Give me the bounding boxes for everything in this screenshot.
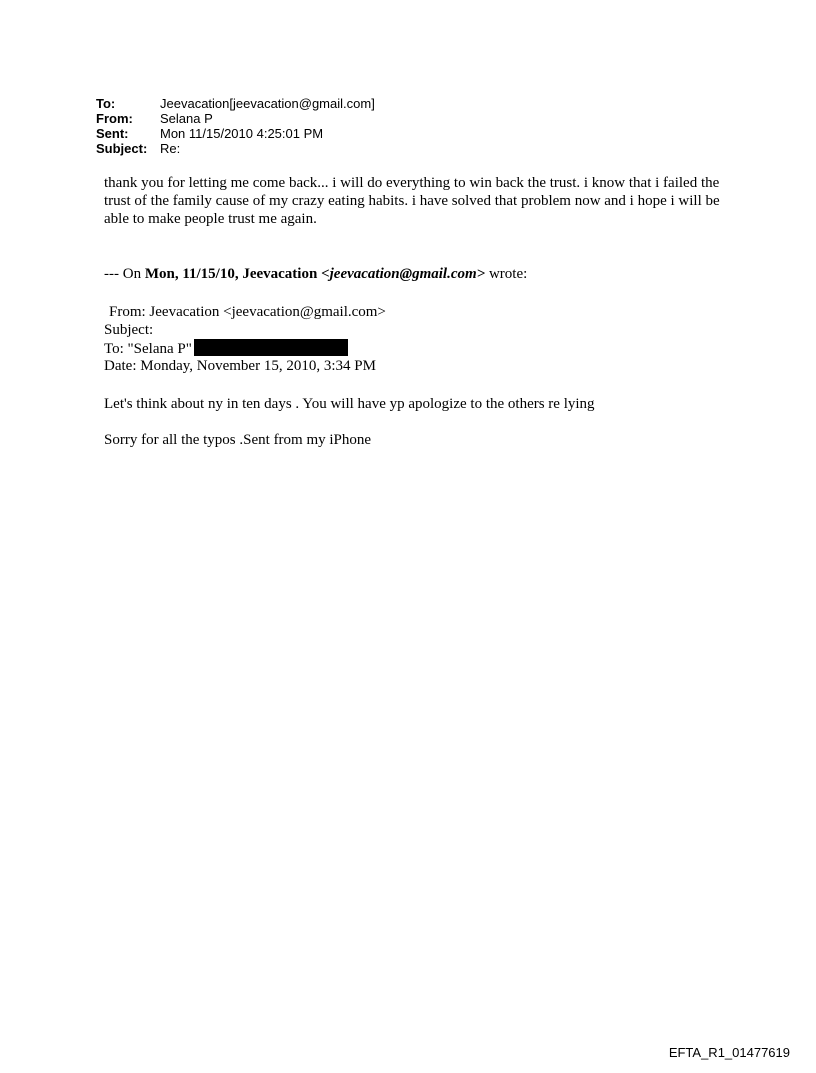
header-subject-row bbox=[96, 141, 375, 156]
quoted-from: From: Jeevacation <jeevacation@gmail.com> bbox=[109, 304, 386, 320]
quoted-signature: Sorry for all the typos .Sent from my iPhone bbox=[104, 432, 372, 448]
header-to-row bbox=[96, 96, 375, 111]
header-from-row bbox=[96, 111, 375, 126]
from-label: From: bbox=[96, 111, 133, 126]
subject-label: Subject: bbox=[96, 141, 148, 156]
quote-date: Mon, 11/15/10, Jeevacation bbox=[144, 266, 318, 282]
document-id: EFTA_R1_01477619 bbox=[668, 1045, 790, 1060]
quoted-message: Let's think about ny in ten days . You will have yp apologize to the others re lying bbox=[104, 396, 595, 412]
to-label: To: bbox=[96, 96, 116, 111]
sent-value: Mon 11/15/2010 4:25:01 PM bbox=[160, 126, 324, 141]
quote-attribution bbox=[104, 265, 744, 283]
email-header bbox=[96, 96, 375, 156]
quoted-header bbox=[104, 303, 744, 375]
redaction-box bbox=[194, 339, 348, 356]
quote-address: <jeevacation@gmail.com> bbox=[321, 266, 486, 282]
sent-label: Sent: bbox=[96, 126, 129, 141]
to-value: Jeevacation[jeevacation@gmail.com] bbox=[160, 96, 375, 111]
header-sent-row bbox=[96, 126, 375, 141]
reply-text: thank you for letting me come back... i will do everything to win back the trust. i know that i failed the trust of the family cause of my crazy eating habits. i have solved that problem now and i hope i will be able to make people trust me again. bbox=[104, 175, 720, 227]
email-body bbox=[104, 174, 744, 449]
quote-suffix: wrote: bbox=[485, 266, 528, 282]
quoted-subject: Subject: bbox=[104, 322, 154, 338]
quoted-to-row bbox=[104, 339, 744, 357]
from-value: Selana P bbox=[160, 111, 213, 126]
subject-value: Re: bbox=[160, 141, 181, 156]
quoted-date: Date: Monday, November 15, 2010, 3:34 PM bbox=[104, 358, 376, 374]
quote-prefix: --- On bbox=[104, 266, 145, 282]
quoted-to: To: "Selana P" bbox=[104, 341, 192, 357]
